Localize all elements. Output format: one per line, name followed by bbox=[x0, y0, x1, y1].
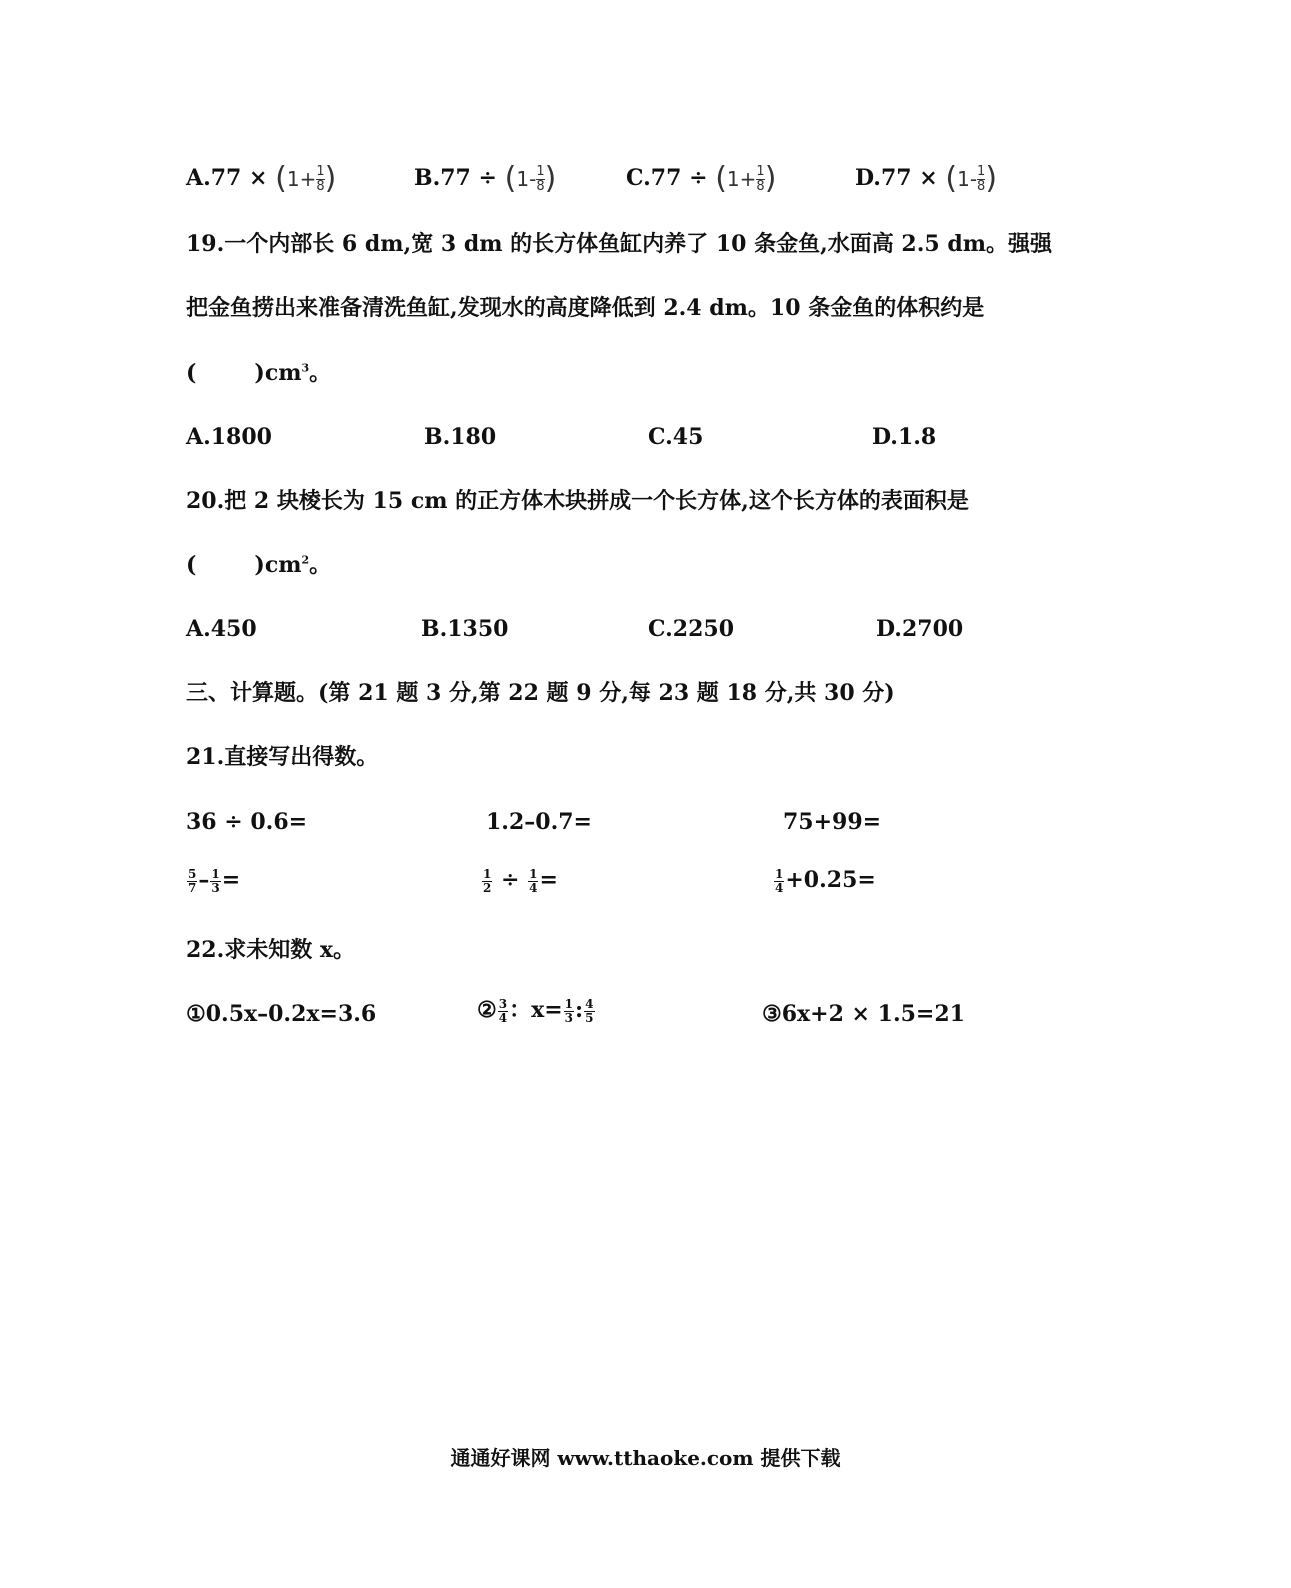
fraction: $\frac{1}{8}$ bbox=[977, 163, 986, 194]
fraction: $\frac{1}{3}$ bbox=[211, 867, 220, 895]
q21-item-5: $\frac{1}{2}$ ÷ $\frac{1}{4}$ = bbox=[483, 867, 558, 895]
fraction: $\frac{1}{4}$ bbox=[775, 867, 784, 895]
close-paren: ) bbox=[544, 161, 557, 196]
q21-item-6: $\frac{1}{4}$ +0.25= bbox=[775, 867, 876, 895]
q22-title: 22.求未知数 x。 bbox=[186, 937, 356, 963]
q21-title: 21.直接写出得数。 bbox=[186, 744, 379, 770]
open-paren: ( bbox=[945, 161, 958, 196]
q21-item-2: 1.2–0.7= bbox=[486, 809, 592, 835]
fraction: $\frac{3}{4}$ bbox=[498, 997, 508, 1025]
q19-option-d: D.1.8 bbox=[872, 424, 937, 450]
q21-item-1: 36 ÷ 0.6= bbox=[186, 809, 308, 835]
q18-option-a: A.77 × (1+ $\frac{1}{8}$) bbox=[186, 161, 337, 196]
fraction: $\frac{1}{8}$ bbox=[756, 163, 765, 194]
fraction: $\frac{1}{8}$ bbox=[536, 163, 545, 194]
q21-item-4: $\frac{5}{7}$ – $\frac{1}{3}$ = bbox=[188, 867, 241, 895]
q19-option-a: A.1800 bbox=[186, 424, 272, 450]
q20-line-1: 20.把 2 块棱长为 15 cm 的正方体木块拼成一个长方体,这个长方体的表面积是 bbox=[186, 488, 969, 514]
q22-item-3: ③6x+2 × 1.5=21 bbox=[762, 1001, 965, 1027]
q18-option-d: D.77 × (1- $\frac{1}{8}$) bbox=[855, 161, 998, 196]
open-paren: ( bbox=[504, 161, 517, 196]
fraction: $\frac{1}{4}$ bbox=[529, 867, 538, 895]
open-paren: ( bbox=[715, 161, 727, 196]
close-paren: ) bbox=[764, 161, 777, 196]
fraction: $\frac{1}{2}$ bbox=[483, 867, 492, 895]
fraction: $\frac{1}{3}$ bbox=[564, 997, 574, 1025]
q20-option-b: B.1350 bbox=[421, 616, 509, 642]
page-footer: 通通好课网 www.tthaoke.com 提供下载 bbox=[450, 1446, 841, 1470]
fraction: $\frac{1}{8}$ bbox=[316, 163, 325, 194]
q22-item-1: ①0.5x–0.2x=3.6 bbox=[186, 1001, 377, 1027]
q20-option-c: C.2250 bbox=[648, 616, 735, 642]
q19-line-1: 19.一个内部长 6 dm,宽 3 dm 的长方体鱼缸内养了 10 条金鱼,水面高 2.5 dm。强强 bbox=[186, 231, 1053, 257]
q18-option-c: C.77 ÷ (1+ $\frac{1}{8}$) bbox=[626, 161, 777, 196]
q19-answer-blank: ( )$cm^3$。 bbox=[186, 360, 332, 386]
q19-line-2: 把金鱼捞出来准备清洗鱼缸,发现水的高度降低到 2.4 dm。10 条金鱼的体积约是 bbox=[186, 295, 985, 321]
q21-item-3: 75+99= bbox=[783, 809, 882, 835]
q20-option-a: A.450 bbox=[186, 616, 257, 642]
section-3-title: 三、计算题。(第 21 题 3 分,第 22 题 9 分,每 23 题 18 分,共 30 分) bbox=[186, 680, 895, 706]
close-paren: ) bbox=[985, 161, 998, 196]
q22-item-2: ② $\frac{3}{4}$ ：x= $\frac{1}{3}$ : $\frac{4}{5}$ bbox=[477, 997, 594, 1025]
fraction: $\frac{5}{7}$ bbox=[188, 867, 197, 895]
q19-option-b: B.180 bbox=[424, 424, 497, 450]
close-paren: ) bbox=[324, 161, 337, 196]
q18-option-b: B.77 ÷ (1- $\frac{1}{8}$) bbox=[414, 161, 557, 196]
fraction: $\frac{4}{5}$ bbox=[585, 997, 594, 1025]
q19-option-c: C.45 bbox=[648, 424, 704, 450]
open-paren: ( bbox=[275, 161, 287, 196]
q20-option-d: D.2700 bbox=[876, 616, 964, 642]
q20-answer-blank: ( )$cm^2$。 bbox=[186, 552, 332, 578]
